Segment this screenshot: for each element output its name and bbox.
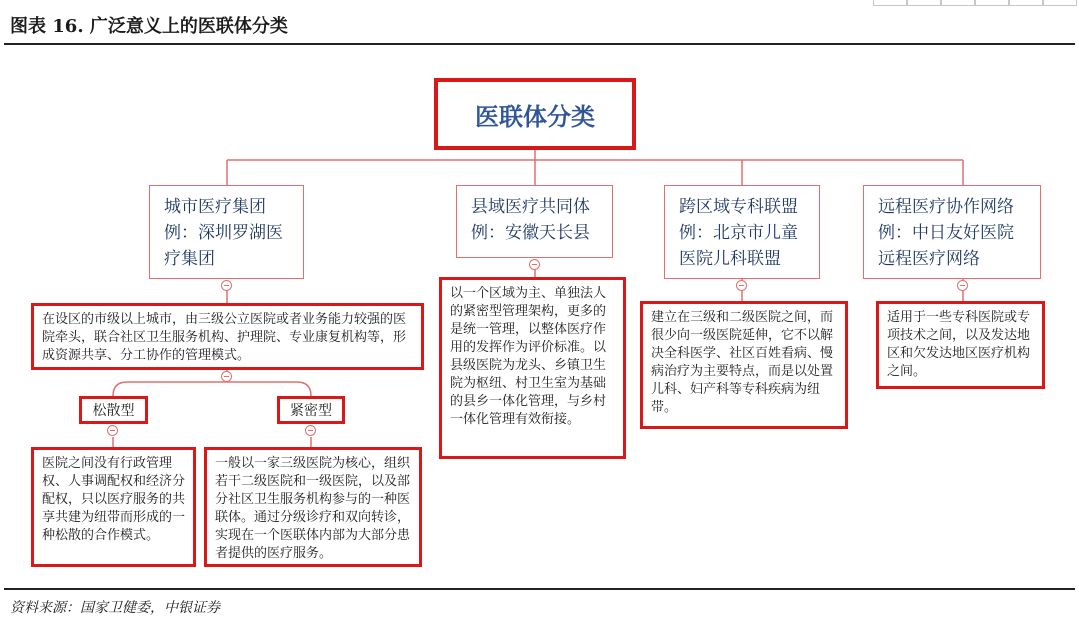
subtype-tight: 紧密型: [277, 396, 345, 424]
category-cross-regional-specialty-alliance: 跨区域专科联盟 例：北京市儿童 医院儿科联盟: [664, 185, 820, 279]
category-urban-medical-group: 城市医疗集团 例：深圳罗湖医 疗集团: [149, 185, 304, 279]
footer-rule: [4, 588, 1075, 590]
telemedicine-description: 适用于一些专科医院或专项技术之间，以及发达地区和欠发达地区医疗机构之间。: [876, 301, 1045, 389]
loose-type-description: 医院之间没有行政管理权、人事调配权和经济分配权，只以医疗服务的共享共建为纽带而形成的一种松散的合作模式。: [31, 447, 196, 567]
category-county-medical-community: 县域医疗共同体 例：安徽天长县: [456, 185, 613, 258]
subtype-loose: 松散型: [79, 396, 148, 424]
figure-title: 图表 16. 广泛意义上的医联体分类: [10, 16, 288, 37]
specialty-alliance-description: 建立在三级和二级医院之间，而很少向一级医院延伸，它不以解决全科医学、社区百姓看病、慢病治疗为主要特点，而是以处置儿科、妇产科等专科疾病为纽带。: [640, 301, 848, 429]
urban-group-description: 在设区的市级以上城市，由三级公立医院或者业务能力较强的医院牵头，联合社区卫生服务机构、护理院、专业康复机构等，形成资源共享、分工协作的管理模式。: [31, 303, 424, 370]
category-telemedicine-network: 远程医疗协作网络 例：中日友好医院 远程医疗网络: [863, 185, 1041, 279]
county-community-description: 以一个区域为主、单独法人的紧密型管理架构，更多的是统一管理，以整体医疗作用的发挥作为评价标准。以县级医院为龙头、乡镇卫生院为枢纽、村卫生室为基础的县乡一体化管理，与乡村一体化管理有效衔接。: [439, 277, 626, 459]
source-note: 资料来源：国家卫健委，中银证券: [10, 600, 220, 616]
root-node: 医联体分类: [434, 78, 636, 150]
tight-type-description: 一般以一家三级医院为核心，组织若干二级医院和一级医院，以及部分社区卫生服务机构参与的一种医联体。通过分级诊疗和双向转诊，实现在一个医联体内部为大部分患者提供的医疗服务。: [204, 447, 422, 567]
